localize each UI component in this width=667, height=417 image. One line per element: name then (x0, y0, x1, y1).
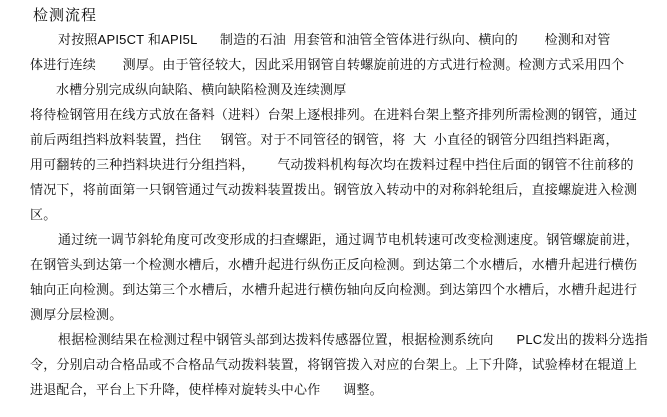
document-body (30, 27, 650, 402)
text-line: 令，分别启动合格品或不合格品气动拨料装置，将钢管拨入对应的台架上。上下升降，试验棒材在辊道上 (30, 357, 638, 372)
text-line: 将待检钢管用在线方式放在备料（进料）台架上逐根排列。在进料台架上整齐排列所需检测的钢管，通过 (30, 107, 638, 122)
text-line: 通过统一调节斜轮角度可改变形成的扫查螺距，通过调节电机转速可改变检测速度。钢管螺旋前进， (58, 232, 639, 247)
text-line: 区。 (30, 207, 57, 222)
text-line: 在钢管头到达第一个检测水槽后，水槽升起进行纵伤正反向检测。到达第二个水槽后，水槽升起进行横伤 (30, 257, 638, 272)
text-line: 前后两组挡料放料装置，挡住 钢管。对于不同管径的钢管，将 大 小直径的钢管分四组挡料距离， (30, 132, 619, 147)
text-line: 对按照API5CT 和API5L 制造的石油 用套管和油管全管体进行纵向、横向的 检测和对管 (58, 32, 611, 47)
text-line: 水槽分别完成纵向缺陷、横向缺陷检测及连续测厚 (56, 82, 347, 97)
text-line: 体进行连续 测厚。由于管径较大，因此采用钢管自转螺旋前进的方式进行检测。检测方式采用四个 (30, 57, 625, 72)
document-title: 检测流程 (33, 7, 98, 24)
text-line: 根据检测结果在检测过程中钢管头部到达拨料传感器位置，根据检测系统向 PLC发出的拨料分选指 (58, 332, 648, 347)
text-line: 情况下，将前面第一只钢管通过气动拨料装置拨出。钢管放入转动中的对称斜轮组后，直接螺旋进入检测 (30, 182, 638, 197)
text-line: 进退配合，平台上下升降，使样棒对旋转头中心作 调整。 (30, 382, 383, 397)
text-line: 测厚分层检测。 (30, 307, 123, 322)
text-line: 轴向正向检测。到达第三个水槽后，水槽升起进行横伤轴向反向检测。到达第四个水槽后，水槽升起进行 (30, 282, 638, 297)
text-line: 用可翻转的三种挡料块进行分组挡料， 气动拨料机构每次均在拨料过程中挡住后面的钢管不往前移的 (30, 157, 634, 172)
